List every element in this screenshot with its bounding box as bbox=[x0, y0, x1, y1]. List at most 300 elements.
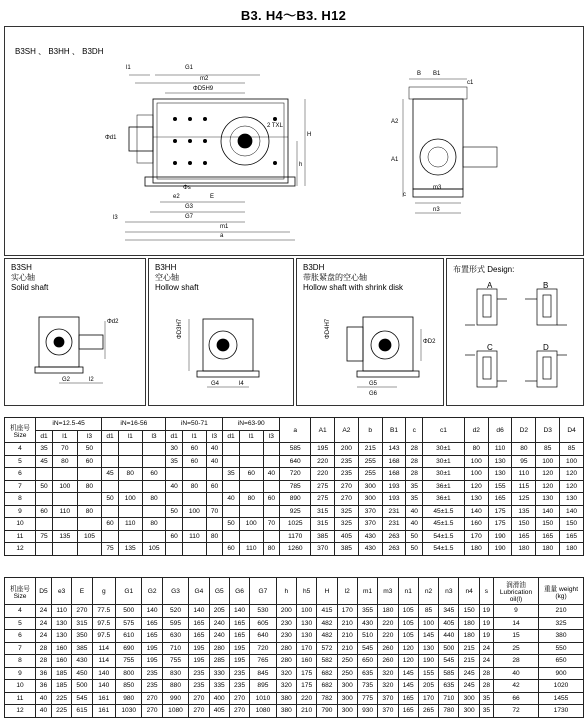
table-cell: 385 bbox=[72, 642, 92, 655]
t1-col-B1: B1 bbox=[382, 418, 406, 443]
table-cell: 215 bbox=[358, 443, 382, 456]
table-cell: 260 bbox=[378, 655, 398, 668]
b3sh-cn: 实心轴 bbox=[11, 273, 35, 282]
table-cell: 30 bbox=[166, 443, 183, 456]
table-cell: 255 bbox=[358, 455, 382, 468]
table-cell: 320 bbox=[276, 667, 296, 680]
table-cell: 1080 bbox=[250, 705, 276, 718]
table-cell: 8 bbox=[5, 493, 36, 506]
table-cell: 60 bbox=[142, 468, 166, 481]
table-cell bbox=[223, 530, 240, 543]
table-cell: 25 bbox=[494, 642, 539, 655]
t1-sub-l1: l1 bbox=[118, 430, 142, 443]
t1-ratio-4: iN=63-90 bbox=[223, 418, 280, 431]
table-cell: 30±1 bbox=[423, 443, 465, 456]
table-cell: 28 bbox=[36, 642, 52, 655]
table-cell: 9 bbox=[5, 667, 36, 680]
table-cell: 220 bbox=[311, 468, 335, 481]
table-cell bbox=[53, 518, 78, 531]
table-cell: 80 bbox=[263, 543, 280, 556]
table-cell: 231 bbox=[382, 518, 406, 531]
table-cell: 520 bbox=[162, 605, 188, 618]
table-cell: 75 bbox=[102, 543, 119, 556]
table-cell: 430 bbox=[72, 655, 92, 668]
t1-sub-d1: d1 bbox=[102, 430, 119, 443]
b3hh-dim-G4: G4 bbox=[211, 381, 220, 387]
table-cell: 415 bbox=[317, 605, 337, 618]
table-cell: 850 bbox=[115, 680, 141, 693]
table-cell bbox=[239, 505, 263, 518]
table-cell: 220 bbox=[378, 617, 398, 630]
table-cell: 615 bbox=[72, 705, 92, 718]
table-cell: 115 bbox=[512, 480, 536, 493]
table-cell: 110 bbox=[53, 505, 78, 518]
table-cell: 380 bbox=[276, 705, 296, 718]
table-cell: 782 bbox=[317, 692, 337, 705]
table-cell: 575 bbox=[115, 617, 141, 630]
table-cell: 245 bbox=[459, 667, 479, 680]
table-cell bbox=[118, 505, 142, 518]
table-cell: 80 bbox=[182, 480, 206, 493]
table-cell: 150 bbox=[459, 605, 479, 618]
table-cell: 40 bbox=[406, 518, 423, 531]
table-cell: 60 bbox=[182, 443, 206, 456]
panel-b3hh bbox=[148, 258, 294, 406]
table-cell: 270 bbox=[335, 480, 359, 493]
table-cell: 40 bbox=[263, 468, 280, 481]
table-cell: 130 bbox=[51, 630, 71, 643]
table-cell: 145 bbox=[398, 680, 418, 693]
table-cell bbox=[118, 443, 142, 456]
table-cell: 140 bbox=[560, 505, 584, 518]
b3dh-title: B3DH bbox=[303, 263, 325, 272]
table-cell: 165 bbox=[189, 617, 209, 630]
table-cell: 1730 bbox=[539, 705, 584, 718]
table-cell: 155 bbox=[488, 480, 512, 493]
table-cell: 250 bbox=[337, 667, 357, 680]
table-cell bbox=[263, 530, 280, 543]
table-cell: 6 bbox=[5, 630, 36, 643]
table-cell: 80 bbox=[512, 443, 536, 456]
b3hh-cn: 空心轴 bbox=[155, 273, 179, 282]
table-cell: 545 bbox=[72, 692, 92, 705]
table-cell: 300 bbox=[337, 680, 357, 693]
table-cell: 110 bbox=[51, 605, 71, 618]
table-cell: 320 bbox=[378, 667, 398, 680]
table-row bbox=[5, 642, 584, 655]
table-cell: 635 bbox=[357, 667, 377, 680]
table-cell: 720 bbox=[280, 468, 311, 481]
table-cell bbox=[102, 455, 119, 468]
table-row bbox=[5, 518, 584, 531]
panel-b3sh bbox=[4, 258, 146, 406]
table-cell: 500 bbox=[72, 680, 92, 693]
table-cell: 165 bbox=[229, 617, 249, 630]
t1-ratio-3: iN=50-71 bbox=[166, 418, 223, 431]
table-cell bbox=[102, 480, 119, 493]
table-cell: 120 bbox=[536, 468, 560, 481]
table-cell: 35 bbox=[479, 692, 493, 705]
dim-a: a bbox=[220, 233, 224, 239]
table-row bbox=[5, 667, 584, 680]
table-cell: 630 bbox=[162, 630, 188, 643]
table-cell: 263 bbox=[382, 543, 406, 556]
table-cell: 160 bbox=[51, 655, 71, 668]
table-cell: 28 bbox=[406, 443, 423, 456]
table-cell: 150 bbox=[512, 518, 536, 531]
table-cell: 40 bbox=[36, 692, 52, 705]
table-cell bbox=[206, 468, 223, 481]
table-cell: 230 bbox=[276, 617, 296, 630]
design-C: C bbox=[487, 343, 493, 352]
b3dh-dim-D4: ΦD4H7 bbox=[325, 318, 331, 339]
t1-body bbox=[5, 443, 584, 556]
table-cell: 370 bbox=[378, 705, 398, 718]
table-cell: 150 bbox=[536, 518, 560, 531]
table-cell: 80 bbox=[77, 480, 102, 493]
table-cell bbox=[182, 543, 206, 556]
t1-ratio-1: iN=12.5-45 bbox=[36, 418, 102, 431]
table-cell: 235 bbox=[189, 667, 209, 680]
dim-G3: G3 bbox=[185, 204, 194, 210]
table-cell: 682 bbox=[317, 680, 337, 693]
table-row bbox=[5, 655, 584, 668]
b3dh-dim-G5: G5 bbox=[369, 381, 378, 387]
t1-sub-d1: d1 bbox=[36, 430, 53, 443]
table-cell: 980 bbox=[115, 692, 141, 705]
table-cell: 50 bbox=[406, 530, 423, 543]
table-cell: 545 bbox=[357, 642, 377, 655]
table-cell: 12 bbox=[5, 543, 36, 556]
table-cell: 400 bbox=[209, 692, 229, 705]
table-cell: 200 bbox=[335, 443, 359, 456]
table-cell: 7 bbox=[5, 480, 36, 493]
table-cell: 430 bbox=[358, 543, 382, 556]
table-cell: 35 bbox=[223, 468, 240, 481]
dim-c1: c1 bbox=[467, 80, 474, 86]
table-cell bbox=[53, 543, 78, 556]
table-cell: 220 bbox=[378, 630, 398, 643]
table-cell: 35 bbox=[479, 705, 493, 718]
table-cell: 105 bbox=[142, 543, 166, 556]
table-cell: 830 bbox=[162, 667, 188, 680]
table-cell: 210 bbox=[296, 705, 316, 718]
table-cell: 45 bbox=[36, 455, 53, 468]
table-cell: 161 bbox=[92, 705, 115, 718]
table-row bbox=[5, 455, 584, 468]
table-cell: 50 bbox=[166, 505, 183, 518]
table-cell: 180 bbox=[464, 543, 488, 556]
table-cell: 140 bbox=[189, 605, 209, 618]
table-row bbox=[5, 480, 584, 493]
table-cell: 165 bbox=[229, 630, 249, 643]
table-cell: 110 bbox=[239, 543, 263, 556]
table-cell: 263 bbox=[382, 530, 406, 543]
table-cell: 28 bbox=[494, 655, 539, 668]
table-cell: 120 bbox=[398, 642, 418, 655]
t2-col-header: h bbox=[276, 578, 296, 605]
table-cell: 785 bbox=[280, 480, 311, 493]
table-cell: 155 bbox=[418, 667, 438, 680]
table-cell: 60 bbox=[263, 493, 280, 506]
table-cell: 635 bbox=[439, 680, 459, 693]
table-cell: 15 bbox=[494, 630, 539, 643]
dim-m1: m1 bbox=[220, 224, 229, 230]
dim-n3: n3 bbox=[433, 207, 440, 213]
table-cell: 50 bbox=[77, 443, 102, 456]
t2-col-header: D5 bbox=[36, 578, 52, 605]
table-cell: 9 bbox=[5, 505, 36, 518]
table-cell bbox=[118, 530, 142, 543]
table-cell: 45 bbox=[102, 468, 119, 481]
table-cell bbox=[223, 455, 240, 468]
table-cell: 790 bbox=[317, 705, 337, 718]
table-cell: 280 bbox=[209, 642, 229, 655]
table-cell: 582 bbox=[317, 655, 337, 668]
table-cell: 80 bbox=[142, 493, 166, 506]
table-cell bbox=[239, 443, 263, 456]
table-cell: 130 bbox=[536, 493, 560, 506]
b3sh-drawing bbox=[5, 259, 147, 407]
dimension-table-1 bbox=[4, 417, 584, 556]
table-cell: 42 bbox=[494, 680, 539, 693]
table-cell bbox=[36, 518, 53, 531]
table-cell: 120 bbox=[536, 480, 560, 493]
table-cell: 270 bbox=[335, 493, 359, 506]
table-cell: 385 bbox=[311, 530, 335, 543]
table-cell: 245 bbox=[459, 680, 479, 693]
table-cell: 765 bbox=[250, 655, 276, 668]
t1-size-header: 机座号 Size bbox=[5, 418, 36, 443]
table-cell: 14 bbox=[494, 617, 539, 630]
table-cell: 482 bbox=[317, 617, 337, 630]
table-cell: 97.5 bbox=[92, 617, 115, 630]
table-cell: 315 bbox=[311, 518, 335, 531]
b3hh-title: B3HH bbox=[155, 263, 177, 272]
table-cell: 572 bbox=[317, 642, 337, 655]
table-cell: 240 bbox=[209, 617, 229, 630]
table-cell: 135 bbox=[512, 505, 536, 518]
table-cell: 5 bbox=[5, 455, 36, 468]
table-cell: 315 bbox=[311, 505, 335, 518]
table-cell bbox=[223, 480, 240, 493]
table-cell: 200 bbox=[276, 605, 296, 618]
table-cell: 28 bbox=[479, 667, 493, 680]
table-cell: 40 bbox=[206, 455, 223, 468]
table-cell: 6 bbox=[5, 468, 36, 481]
table-cell bbox=[239, 530, 263, 543]
table-cell: 4 bbox=[5, 605, 36, 618]
table-cell: 160 bbox=[464, 518, 488, 531]
table-cell bbox=[142, 530, 166, 543]
table-cell: 315 bbox=[72, 617, 92, 630]
table-cell: 1170 bbox=[280, 530, 311, 543]
dim-B: B bbox=[417, 71, 422, 77]
table-cell: 160 bbox=[51, 642, 71, 655]
dim-d1: Φd1 bbox=[105, 135, 117, 141]
table-cell: 380 bbox=[276, 692, 296, 705]
t1-col-b: b bbox=[358, 418, 382, 443]
table-cell: 110 bbox=[182, 530, 206, 543]
table-cell: 100 bbox=[239, 518, 263, 531]
b3hh-dim-l4: l4 bbox=[239, 381, 244, 387]
table-row bbox=[5, 692, 584, 705]
table-cell: 300 bbox=[459, 705, 479, 718]
t2-size-header: 机座号 Size bbox=[5, 578, 36, 605]
table-cell: 385 bbox=[335, 543, 359, 556]
table-cell: 780 bbox=[439, 705, 459, 718]
table-cell: 190 bbox=[488, 543, 512, 556]
table-cell: 180 bbox=[560, 543, 584, 556]
table-cell: 500 bbox=[115, 605, 141, 618]
table-cell: 140 bbox=[229, 605, 249, 618]
table-cell: 990 bbox=[162, 692, 188, 705]
table-cell: 80 bbox=[206, 530, 223, 543]
table-cell: 24 bbox=[479, 642, 493, 655]
table-cell: 682 bbox=[317, 667, 337, 680]
t1-col-D4: D4 bbox=[560, 418, 584, 443]
table-cell: 640 bbox=[280, 455, 311, 468]
table-cell: 235 bbox=[335, 455, 359, 468]
table-cell: 335 bbox=[209, 680, 229, 693]
table-row bbox=[5, 530, 584, 543]
dim-G7: G7 bbox=[185, 214, 194, 220]
table-cell bbox=[239, 455, 263, 468]
table-cell: 300 bbox=[358, 480, 382, 493]
table-cell: 1260 bbox=[280, 543, 311, 556]
table-cell: 165 bbox=[398, 692, 418, 705]
table-row bbox=[5, 680, 584, 693]
table-cell bbox=[206, 493, 223, 506]
panel-b3dh bbox=[296, 258, 444, 406]
table-cell: 720 bbox=[250, 642, 276, 655]
table-cell: 275 bbox=[311, 493, 335, 506]
table-cell: 405 bbox=[209, 705, 229, 718]
table-cell: 610 bbox=[115, 630, 141, 643]
table-cell: 895 bbox=[250, 680, 276, 693]
table-cell: 170 bbox=[418, 692, 438, 705]
table-cell: 97.5 bbox=[92, 630, 115, 643]
table-cell: 370 bbox=[311, 543, 335, 556]
table-cell bbox=[182, 518, 206, 531]
table-cell: 75 bbox=[36, 530, 53, 543]
table-cell bbox=[142, 505, 166, 518]
table-cell: 500 bbox=[439, 642, 459, 655]
dim-l1: l1 bbox=[126, 65, 131, 71]
table-row bbox=[5, 617, 584, 630]
t2-col-header: n2 bbox=[418, 578, 438, 605]
table-cell: 930 bbox=[357, 705, 377, 718]
table-cell: 60 bbox=[102, 518, 119, 531]
t2-col-header: G1 bbox=[115, 578, 141, 605]
table-cell: 60 bbox=[182, 455, 206, 468]
table-cell: 4 bbox=[5, 443, 36, 456]
table-cell: 530 bbox=[250, 605, 276, 618]
table-cell: 66 bbox=[494, 692, 539, 705]
table-cell: 510 bbox=[357, 630, 377, 643]
table-cell: 185 bbox=[51, 667, 71, 680]
t2-col-header: G5 bbox=[209, 578, 229, 605]
table-cell: 235 bbox=[142, 667, 162, 680]
table-cell: 135 bbox=[53, 530, 78, 543]
table-cell: 640 bbox=[250, 630, 276, 643]
table-cell: 28 bbox=[36, 655, 52, 668]
t2-col-header: G2 bbox=[142, 578, 162, 605]
table-cell bbox=[223, 505, 240, 518]
table-cell: 175 bbox=[296, 680, 316, 693]
t1-sub-l3: l3 bbox=[206, 430, 223, 443]
b3dh-dim-G6: G6 bbox=[369, 391, 378, 397]
table-cell: 60 bbox=[206, 480, 223, 493]
table-cell: 175 bbox=[296, 667, 316, 680]
table-cell: 100 bbox=[53, 480, 78, 493]
table-cell: 130 bbox=[464, 493, 488, 506]
table-cell: 95 bbox=[512, 455, 536, 468]
table-cell: 110 bbox=[118, 518, 142, 531]
table-cell: 165 bbox=[189, 630, 209, 643]
table-cell: 130 bbox=[488, 455, 512, 468]
table-cell: 355 bbox=[357, 605, 377, 618]
table-cell: 7 bbox=[5, 642, 36, 655]
table-cell: 250 bbox=[337, 655, 357, 668]
table-cell: 260 bbox=[378, 642, 398, 655]
table-cell: 595 bbox=[162, 617, 188, 630]
design-drawing bbox=[447, 259, 585, 407]
b3hh-en: Hollow shaft bbox=[155, 283, 199, 292]
table-cell: 80 bbox=[53, 455, 78, 468]
table-cell: 775 bbox=[357, 692, 377, 705]
t2-col-header: 润滑油 Lubrication oil(l) bbox=[494, 578, 539, 605]
table-cell: 70 bbox=[206, 505, 223, 518]
front-view-drawing bbox=[5, 27, 585, 257]
table-cell: 193 bbox=[382, 480, 406, 493]
table-cell: 190 bbox=[488, 530, 512, 543]
table-cell: 195 bbox=[229, 642, 249, 655]
t2-col-header: H bbox=[317, 578, 337, 605]
table-cell: 100 bbox=[182, 505, 206, 518]
table-cell: 280 bbox=[276, 655, 296, 668]
table-cell: 175 bbox=[488, 505, 512, 518]
table-cell: 114 bbox=[92, 642, 115, 655]
table-cell: 195 bbox=[142, 642, 162, 655]
table-cell: 114 bbox=[92, 655, 115, 668]
table-cell: 235 bbox=[229, 667, 249, 680]
table-row bbox=[5, 705, 584, 718]
table-cell: 165 bbox=[142, 630, 162, 643]
table-cell: 100 bbox=[418, 617, 438, 630]
table-cell: 300 bbox=[337, 692, 357, 705]
b3dh-en: Hollow shaft with shrink disk bbox=[303, 283, 404, 292]
table-cell: 170 bbox=[337, 605, 357, 618]
b3sh-dim-l2: l2 bbox=[89, 377, 94, 383]
table-cell: 900 bbox=[539, 667, 584, 680]
dim-B1: B1 bbox=[433, 71, 441, 77]
design-label: 布置形式 Design: bbox=[453, 265, 515, 274]
table-cell: 195 bbox=[189, 642, 209, 655]
t1-col-a: a bbox=[280, 418, 311, 443]
table-cell bbox=[182, 493, 206, 506]
table-cell: 19 bbox=[479, 605, 493, 618]
table-cell: 1080 bbox=[162, 705, 188, 718]
table-cell: 60 bbox=[239, 468, 263, 481]
table-cell: 80 bbox=[118, 468, 142, 481]
table-cell: 70 bbox=[53, 443, 78, 456]
table-cell: 45±1.5 bbox=[423, 505, 465, 518]
table-cell: 270 bbox=[229, 705, 249, 718]
t2-body bbox=[5, 605, 584, 718]
t1-sub-l3: l3 bbox=[77, 430, 102, 443]
table-cell: 85 bbox=[536, 443, 560, 456]
